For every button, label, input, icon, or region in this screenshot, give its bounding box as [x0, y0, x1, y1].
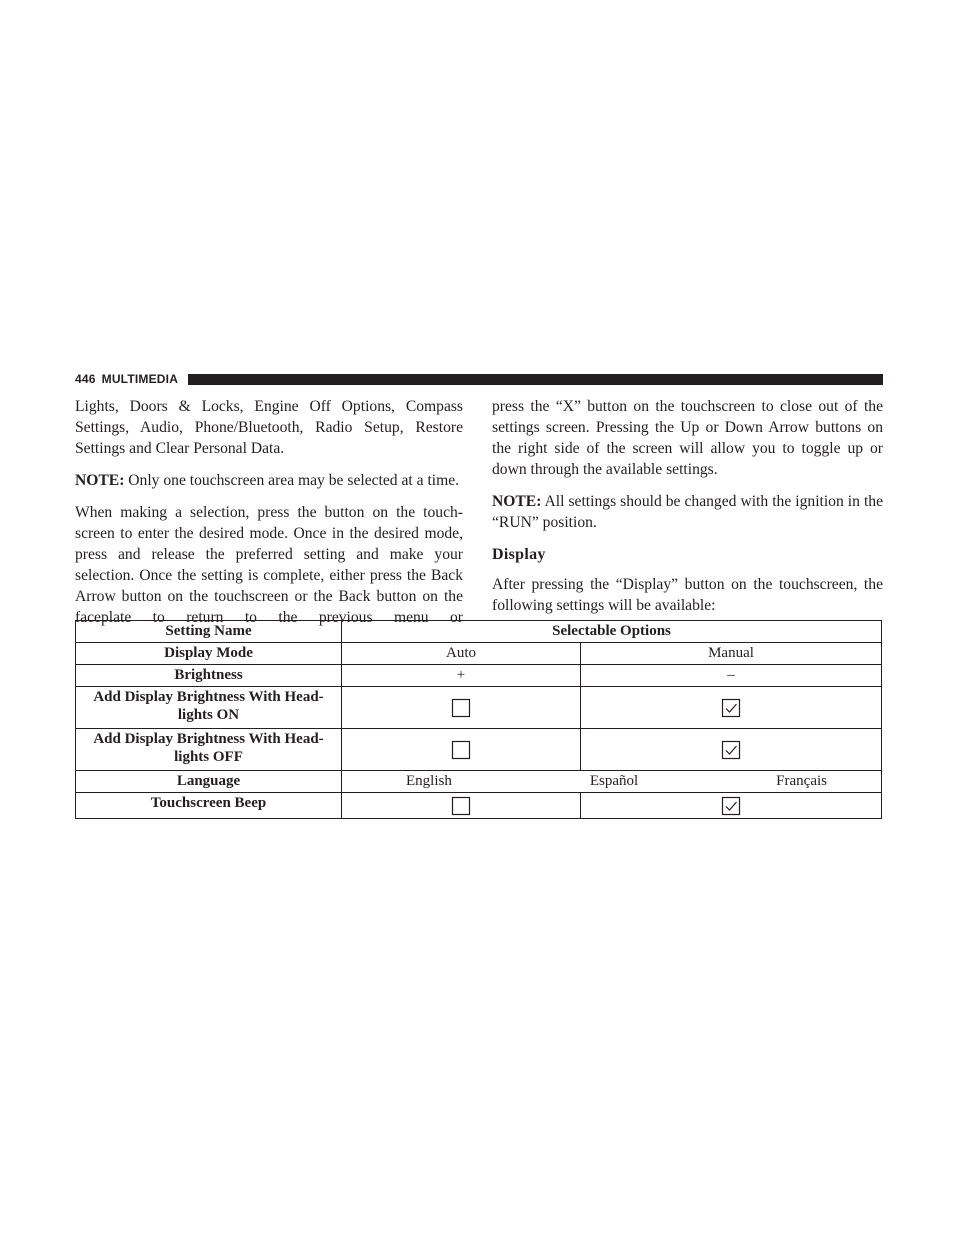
option-espanol: Español [589, 773, 639, 789]
left-column [75, 396, 463, 639]
table-row [76, 643, 882, 665]
setting-touchscreen-beep: Touchscreen Beep [76, 793, 342, 819]
header-selectable-options: Selectable Options [342, 621, 882, 643]
note-paragraph [492, 491, 883, 533]
checkbox-empty-icon [451, 796, 471, 816]
paragraph-settings-list: Lights, Doors & Locks, Engine Off Options, Compass Settings, Audio, Phone/Bluetooth, Radio Setup, Restore Settings and Clear Personal Data. [75, 398, 463, 457]
section-title: MULTIMEDIA [101, 372, 179, 386]
table-row [76, 771, 882, 793]
note-label: NOTE: [492, 493, 542, 510]
option-unchecked [342, 729, 581, 771]
table-row [76, 793, 882, 819]
table-row [76, 665, 882, 687]
option-manual: Manual [581, 643, 882, 665]
option-auto: Auto [342, 643, 581, 665]
header-rule [188, 374, 883, 385]
paragraph-display: After pressing the “Display” button on the touchscreen, the following settings will be available: [492, 576, 883, 614]
setting-name-line: Add Display Brightness With Head- [93, 689, 324, 705]
option-minus: – [581, 665, 882, 687]
note-paragraph [75, 470, 463, 491]
checkbox-empty-icon [451, 740, 471, 760]
header-setting-name: Setting Name [76, 621, 342, 643]
setting-brightness: Brightness [76, 665, 342, 687]
note-label: NOTE: [75, 472, 125, 489]
checkbox-checked-icon [721, 698, 741, 718]
section-heading: Display [492, 546, 546, 563]
table-row [76, 687, 882, 729]
note-text: All settings should be changed with the ignition in the “RUN” position. [492, 493, 883, 531]
setting-name-line: Add Display Brightness With Head- [93, 731, 324, 747]
setting-name-line: lights ON [177, 707, 240, 723]
setting-headlights-off [76, 729, 342, 771]
language-options [342, 771, 882, 793]
paragraph-selection: When making a selection, press the button on the touch-screen to enter the desired mode. Once in the desired mode, press and release the preferred setting and make your selection. Once the setting is complete, either press the Back Arrow button on the touchscreen or the Back button on the faceplate to return to the previous menu or [75, 504, 463, 626]
page-number: 446 [75, 372, 96, 386]
checkbox-checked-icon [721, 740, 741, 760]
table-header-row [76, 621, 882, 643]
option-checked [581, 687, 882, 729]
note-text: Only one touchscreen area may be selected at a time. [124, 472, 460, 489]
checkbox-checked-icon [721, 796, 741, 816]
table-row [76, 729, 882, 771]
option-plus: + [342, 665, 581, 687]
option-checked [581, 729, 882, 771]
setting-name-line: lights OFF [174, 749, 243, 765]
paragraph-close-settings: press the “X” button on the touchscreen to close out of the settings screen. Pressing the Up or Down Arrow buttons on the right side of the screen will allow you to toggle up or down through the available settings. [492, 398, 883, 478]
option-checked [581, 793, 882, 819]
option-english: English [406, 773, 452, 789]
option-unchecked [342, 687, 581, 729]
option-unchecked [342, 793, 581, 819]
setting-display-mode: Display Mode [76, 643, 342, 665]
settings-table [75, 620, 882, 819]
page-header [75, 371, 883, 387]
option-francais: Français [776, 773, 827, 789]
setting-headlights-on [76, 687, 342, 729]
right-column [492, 396, 883, 627]
checkbox-empty-icon [451, 698, 471, 718]
setting-language: Language [76, 771, 342, 793]
